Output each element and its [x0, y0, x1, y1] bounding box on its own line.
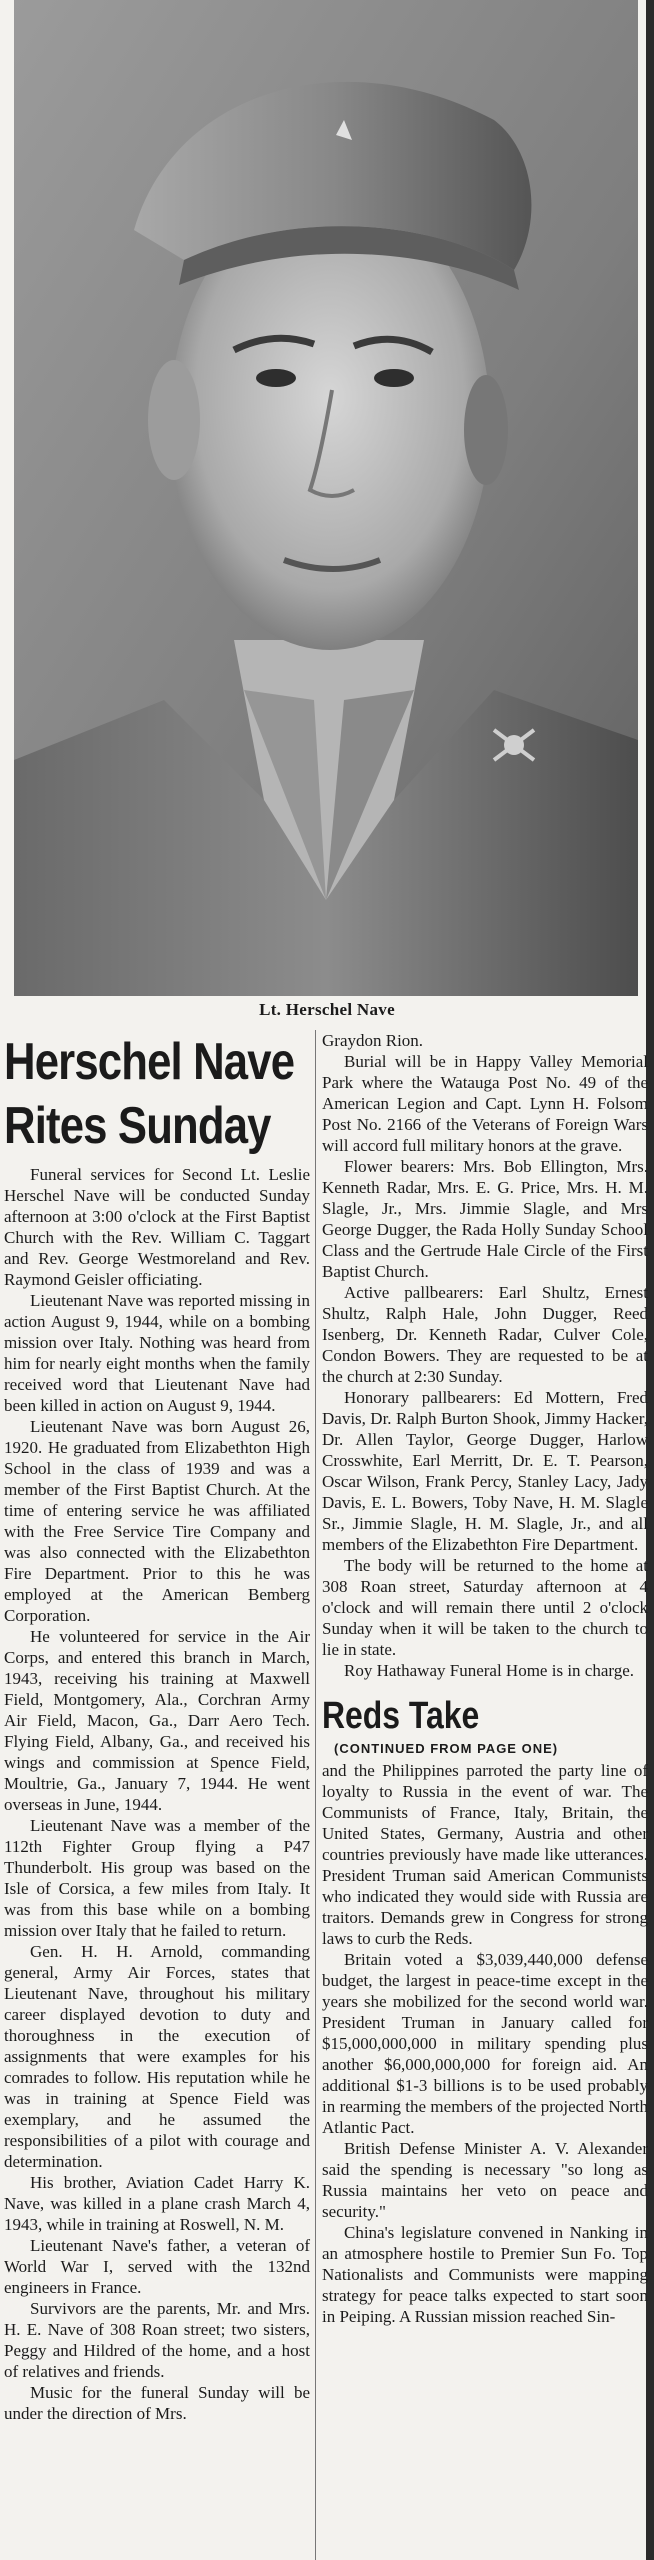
article-paragraph: Lieutenant Nave's father, a veteran of World War I, served with the 132nd engineers in France. — [4, 2236, 310, 2297]
article-paragraph: Music for the funeral Sunday will be under the direction of Mrs. — [4, 2383, 310, 2423]
article-paragraph: Lieutenant Nave was reported missing in action August 9, 1944, while on a bombing mission over Italy. Nothing was heard from him for nearly eight months when the family received word that Lieutenant Nave had been killed in action on August 9, 1944. — [4, 1291, 310, 1415]
photo-caption: Lt. Herschel Nave — [259, 1000, 395, 1019]
reds-paragraph: China's legislature convened in Nanking in an atmosphere hostile to Premier Sun Fo. Top Nationalists and Communists were mapping strategy for peace talks expected to start soon in Peiping. A Russian mission reached Sin- — [322, 2223, 648, 2326]
portrait-photo — [14, 0, 638, 996]
article-paragraph: Active pallbearers: Earl Shultz, Ernest Shultz, Ralph Hale, John Dugger, Reed Isenberg, Dr. Kenneth Radar, Culver Cole, Condon Bowers. They are requested to be at the church at 2:30 Sunday. — [322, 1283, 648, 1386]
article-paragraph: Graydon Rion. — [322, 1031, 424, 1050]
reds-paragraph: and the Philippines parroted the party line of loyalty to Russia in the event of war. The Communists of France, Italy, Britain, the United States, Germany, Austria and other countries previously have made like utterances. President Truman said American Communists who indicated they would side with Russia are traitors. Demands grew in Congress for strong laws to curb the Reds. — [322, 1761, 648, 1948]
article-paragraph: Gen. H. H. Arnold, commanding general, Army Air Forces, states that Lieutenant Nave, throughout his military career displayed devotion to duty and thoroughness in the execution of assignments that were examples for his comrades to follow. His reputation while he was in training at Spence Field was exemplary, and he assumed the responsibilities of a pilot with courage and determination. — [4, 1942, 310, 2171]
article-paragraph: Honorary pallbearers: Ed Mottern, Fred Davis, Dr. Ralph Burton Shook, Jimmy Hacker, Dr. Allen Taylor, George Dugger, Harlow Crosswhite, Earl Merritt, Dr. E. T. Pearson, Oscar Wilson, Frank Percy, Stanley Lacy, Jady Davis, E. L. Bowers, Toby Nave, H. M. Slagle Sr., Jimmie Slagle, H. M. Slagle, Jr., and all members of the Elizabethton Fire Department. — [322, 1388, 648, 1554]
article-paragraph: He volunteered for service in the Air Corps, and entered this branch in March, 1943, receiving his training at Maxwell Field, Montgomery, Ala., Corchran Army Air Field, Macon, Ga., Darr Aero Tech. Flying Field, Albany, Ga., and received his wings and commission at Spence Field, Moultrie, Ga., January 7, 1944. He went overseas in June, 1944. — [4, 1627, 310, 1814]
article-column-left — [4, 1030, 310, 2424]
article-paragraph: Roy Hathaway Funeral Home is in charge. — [344, 1661, 635, 1680]
continued-note: (CONTINUED FROM PAGE ONE) — [334, 1741, 559, 1756]
article-paragraph: Burial will be in Happy Valley Memorial Park where the Watauga Post No. 49 of the American Legion and Capt. Lynn H. Folsom Post No. 2166 of the Veterans of Foreign Wars will accord full military honors at the grave. — [322, 1052, 648, 1155]
article-paragraph: Funeral services for Second Lt. Leslie Herschel Nave will be conducted Sunday afternoon at 3:00 o'clock at the First Baptist Church with the Rev. William C. Taggart and Rev. George Westmoreland and Rev. Raymond Geisler officiating. — [4, 1165, 310, 1289]
column-rule — [315, 1030, 316, 2560]
article-paragraph: His brother, Aviation Cadet Harry K. Nave, was killed in a plane crash March 4, 1943, while in training at Roswell, N. M. — [4, 2173, 310, 2234]
article-paragraph: Survivors are the parents, Mr. and Mrs. H. E. Nave of 308 Roan street; two sisters, Peggy and Hildred of the home, and a host of relatives and friends. — [4, 2299, 310, 2381]
article-paragraph: Lieutenant Nave was a member of the 112th Fighter Group flying a P47 Thunderbolt. His group was based on the Isle of Corsica, a few miles from Italy. It was from this base while on a bombing mission over Italy that he failed to return. — [4, 1816, 310, 1940]
article-paragraph: Lieutenant Nave was born August 26, 1920. He graduated from Elizabethton High School in the class of 1939 and was a member of the First Baptist Church. At the time of entering service he was affiliated with the Free Service Tire Company and was also connected with the Elizabethton Fire Department. Prior to this he was employed at the American Bemberg Corporation. — [4, 1417, 310, 1625]
article-paragraph: The body will be returned to the home at 308 Roan street, Saturday afternoon at 4 o'clock and will remain there until 2 o'clock Sunday when it will be taken to the church to lie in state. — [322, 1556, 648, 1659]
reds-take-headline: Reds Take — [322, 1695, 480, 1737]
article-paragraph: Flower bearers: Mrs. Bob Ellington, Mrs. Kenneth Radar, Mrs. E. G. Price, Mrs. H. M. Slagle, Jr., Mrs. Jimmie Slagle, and Mrs George Dugger, the Rada Holly Sunday School Class and the Gertrude Hale Circle of the First Baptist Church. — [322, 1157, 648, 1281]
headline-line-1: Herschel Nave — [4, 1033, 295, 1091]
article-headline — [4, 1030, 295, 1158]
article-column-right — [322, 1030, 648, 2327]
headline-line-2: Rites Sunday — [4, 1097, 271, 1155]
reds-paragraph: British Defense Minister A. V. Alexander said the spending is necessary "so long as Russia maintains her veto on peace and security." — [322, 2139, 648, 2221]
reds-paragraph: Britain voted a $3,039,440,000 defense budget, the largest in peace-time except in the years she mobilized for the second world war. President Truman in January called for $15,000,000,000 in military spending plus another $6,000,000,000 for foreign aid. An additional $1-3 billions is to be used probably in rearming the members of the projected North Atlantic Pact. — [322, 1950, 648, 2137]
